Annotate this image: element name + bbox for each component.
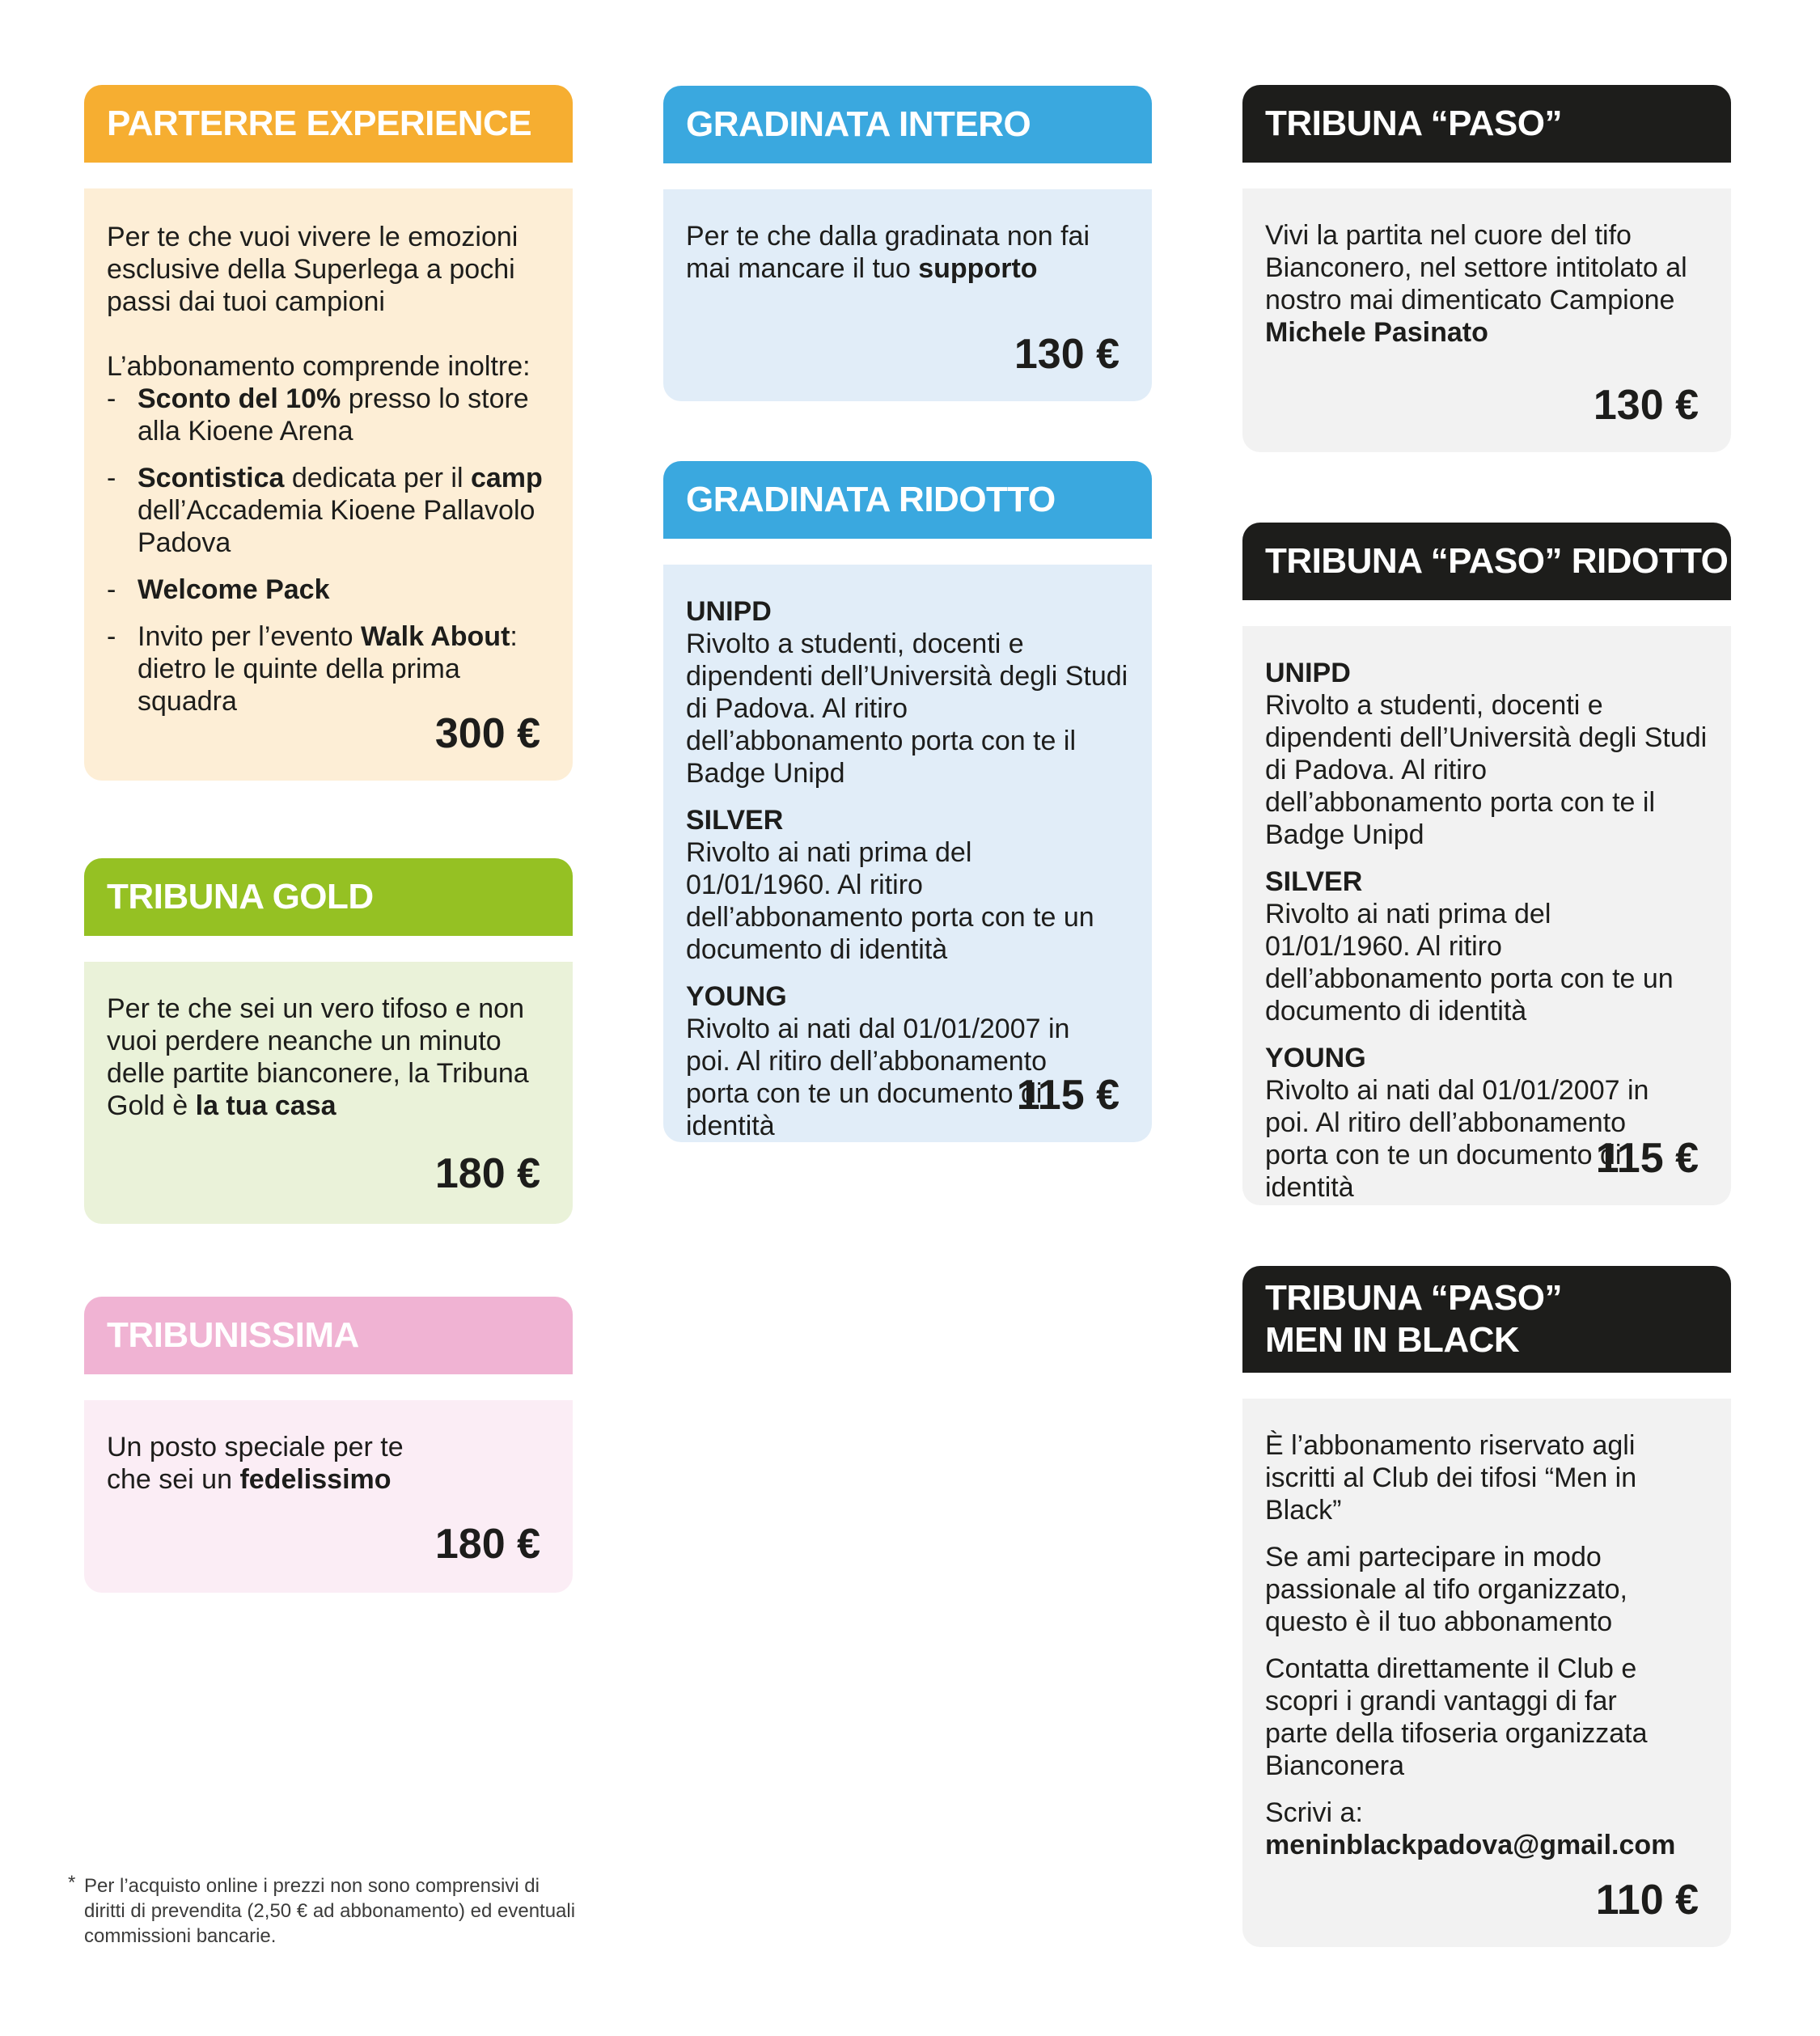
list-item [107,574,550,606]
description-bold: supporto [918,253,1038,284]
dash-bullet: - [107,574,116,605]
card-header [663,461,1152,539]
card-body [84,962,573,1224]
card-parterre-experience [84,85,573,781]
description-text: Vivi la partita nel cuore del tifo Bianconero, nel settore intitolato al nostro mai dimenticato Campione [1265,220,1687,315]
item-text: dedicata per il [284,463,471,493]
item-bold: Scontistica [138,463,285,493]
card-tribunissima [84,1297,573,1593]
card-body [1242,188,1731,452]
card-header [84,85,573,163]
card-body [663,189,1152,401]
card-header [84,1297,573,1374]
group-silver [686,804,1129,966]
description-text: Per te che dalla gradinata non fai mai mancare il tuo [686,221,1090,284]
description-text: Un posto speciale per te che sei un [107,1432,404,1495]
group-label: YOUNG [686,981,787,1012]
price: 180 € [434,1150,540,1197]
item-text: Invito per l’evento [138,621,361,652]
price: 115 € [1016,1072,1120,1119]
list-item [107,462,550,559]
card-body [84,1400,573,1593]
description-text: Per te che sei un vero tifoso e non vuoi perdere neanche un minuto delle partite bianconere, la Tribuna Gold è [107,993,529,1121]
card-body [663,565,1152,1142]
card-header [1242,523,1731,600]
group-label: UNIPD [686,596,772,627]
paragraph: Contatta direttamente il Club e scopri i grandi vantaggi di far parte della tifoseria organizzata Bianconera [1265,1653,1648,1781]
card-title: TRIBUNA “PASO” [1265,104,1562,143]
card-body [84,188,573,781]
paragraph: È l’abbonamento riservato agli iscritti al Club dei tifosi “Men in Black” [1265,1430,1637,1526]
card-tribuna-paso [1242,85,1731,452]
card-body [1242,1399,1731,1947]
group-label: SILVER [686,805,784,836]
card-tribuna-paso-ridotto [1242,523,1731,1205]
group-unipd [686,595,1129,789]
group-text: Rivolto ai nati prima del 01/01/1960. Al ritiro dell’abbonamento porta con te un documento di identità [686,837,1094,965]
card-title: GRADINATA RIDOTTO [686,480,1056,519]
card-title: TRIBUNA “PASO” RIDOTTO [1265,541,1729,581]
description-bold: Michele Pasinato [1265,317,1488,348]
includes-label: L’abbonamento comprende inoltre: [107,351,531,382]
card-description [107,993,544,1122]
contact-paragraph [1265,1797,1708,1861]
card-tribuna-gold [84,858,573,1224]
card-description: Per te che vuoi vivere le emozioni esclusive della Superlega a pochi passi dai tuoi campioni [107,222,518,317]
price: 130 € [1014,331,1120,378]
item-text: dell’Accademia Kioene Pallavolo Padova [138,495,535,558]
item-bold: camp [470,463,543,493]
card-title: PARTERRE EXPERIENCE [107,104,532,143]
card-gradinata-intero [663,86,1152,401]
card-tribuna-paso-men-in-black [1242,1266,1731,1947]
footnote-text: Per l’acquisto online i prezzi non sono comprensivi di diritti di prevendita (2,50 € ad abbonamento) ed eventuali commissioni bancarie. [84,1875,576,1947]
asterisk: * [68,1872,76,1894]
group-text: Rivolto a studenti, docenti e dipendenti dell’Università degli Studi di Padova. Al ritiro dell’abbonamento porta con te il Badge Unipd [686,629,1128,789]
dash-bullet: - [107,383,116,414]
dash-bullet: - [107,621,116,652]
card-header [663,86,1152,163]
card-header [1242,85,1731,163]
description-bold: la tua casa [195,1090,336,1121]
group-label: SILVER [1265,866,1363,897]
item-text: presso lo store alla Kioene Arena [138,383,529,447]
price: 180 € [434,1521,540,1568]
description-bold: fedelissimo [239,1464,392,1495]
group-text: Rivolto ai nati prima del 01/01/1960. Al ritiro dell’abbonamento porta con te un documento di identità [1265,899,1674,1026]
price: 300 € [434,710,540,757]
group-unipd [1265,657,1708,851]
contact-label: Scrivi a: [1265,1797,1363,1828]
card-description [686,220,1090,285]
includes-list [107,383,550,717]
card-title: TRIBUNA GOLD [107,877,374,916]
group-text: Rivolto ai nati dal 01/01/2007 in poi. Al ritiro dell’abbonamento porta con te un documento di identità [686,1014,1070,1141]
card-title: GRADINATA INTERO [686,104,1031,144]
group-label: YOUNG [1265,1043,1366,1073]
dash-bullet: - [107,463,116,493]
paragraph: Se ami partecipare in modo passionale al tifo organizzato, questo è il tuo abbonamento [1265,1542,1627,1637]
card-header [84,858,573,936]
group-text: Rivolto ai nati dal 01/01/2007 in poi. Al ritiro dell’abbonamento porta con te un documento di identità [1265,1075,1649,1203]
list-item [107,620,550,717]
card-body [1242,626,1731,1205]
group-text: Rivolto a studenti, docenti e dipendenti dell’Università degli Studi di Padova. Al ritiro dell’abbonamento porta con te il Badge Unipd [1265,690,1708,850]
item-bold: Welcome Pack [138,574,330,605]
item-bold: Sconto del 10% [138,383,341,414]
card-title: TRIBUNISSIMA [107,1315,359,1355]
group-silver [1265,866,1708,1027]
price: 110 € [1595,1877,1699,1924]
footnote [68,1872,586,1949]
price: 130 € [1593,382,1699,429]
card-gradinata-ridotto [663,461,1152,1142]
card-description [1265,219,1702,349]
price: 115 € [1595,1135,1699,1182]
card-header [1242,1266,1731,1373]
item-text: : dietro le quinte della prima squadra [138,621,518,717]
list-item [107,383,550,447]
group-label: UNIPD [1265,658,1351,688]
card-title: TRIBUNA “PASO” MEN IN BLACK [1265,1278,1562,1360]
item-bold: Walk About [360,621,510,652]
contact-email[interactable]: meninblackpadova@gmail.com [1265,1830,1676,1860]
card-description [107,1431,414,1496]
